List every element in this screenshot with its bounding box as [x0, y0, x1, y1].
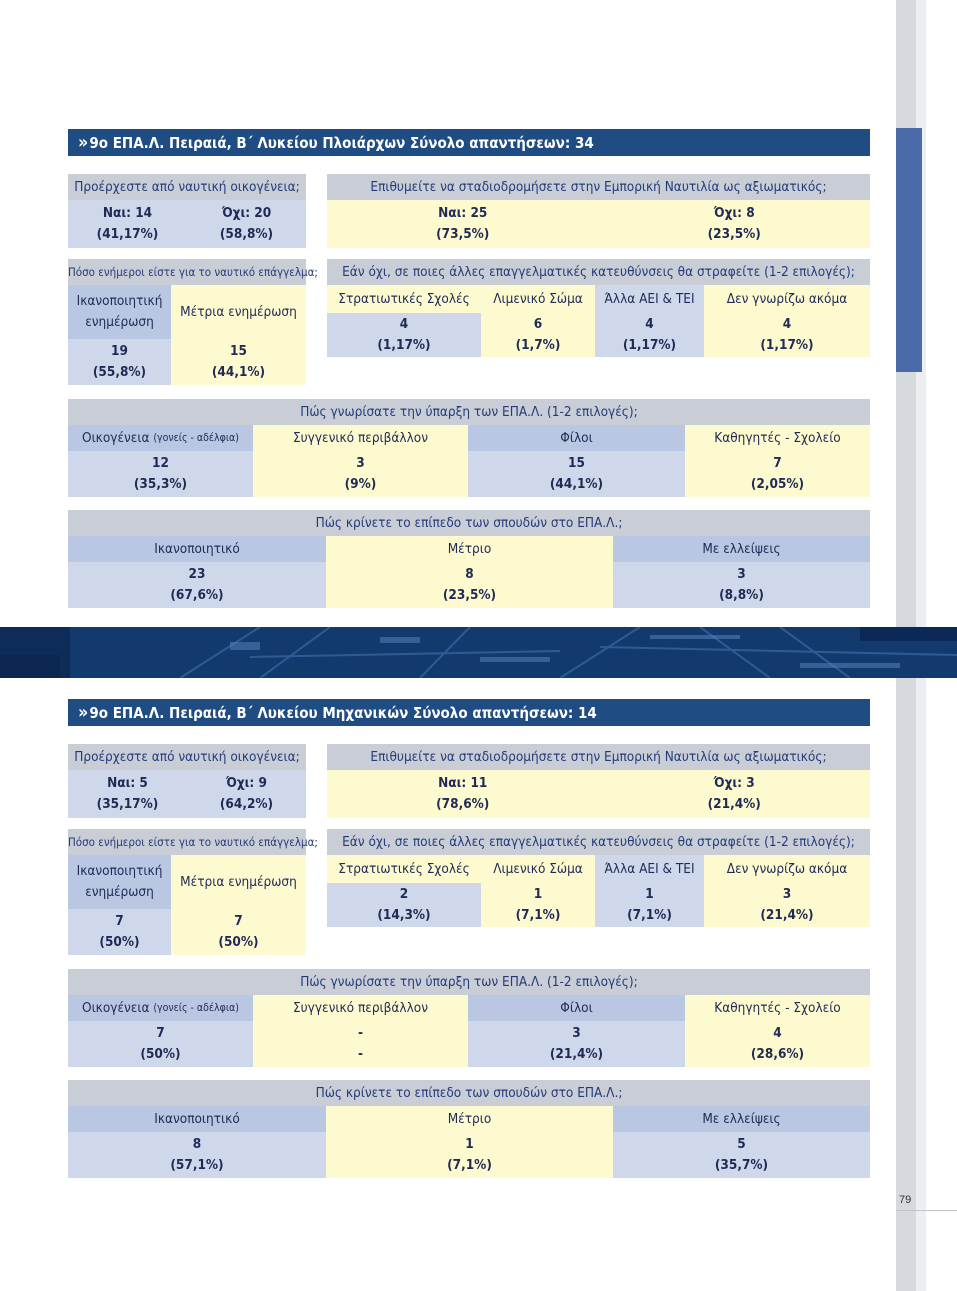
section-header — [68, 699, 870, 726]
percent: (1,17%) — [760, 337, 814, 353]
level-header-row — [68, 1106, 870, 1132]
col-header: Λιμενικό Σώμα — [481, 285, 595, 313]
value: 8 — [192, 1136, 202, 1152]
double-chevron-icon: ›› — [78, 702, 86, 723]
page-number: 79 — [899, 1194, 912, 1206]
page-number-rule — [896, 1210, 957, 1211]
answer-no-pct: (58,8%) — [219, 226, 274, 242]
percent: (8,8%) — [719, 587, 764, 603]
answer-no: Όχι: 20 — [221, 205, 272, 221]
source-value-row — [68, 1021, 870, 1067]
value: - — [357, 1025, 364, 1041]
value: 7 — [115, 913, 124, 929]
value: 1 — [645, 886, 654, 902]
decorative-banner — [0, 627, 957, 678]
percent: (50%) — [218, 934, 259, 950]
other-header-row — [327, 285, 870, 313]
question-title: Εάν όχι, σε ποιες άλλες επαγγελματικές κατευθύνσεις θα στραφείτε (1-2 επιλογές); — [327, 259, 870, 285]
percent: (9%) — [344, 476, 377, 492]
family-question — [68, 174, 306, 248]
question-title: Πώς γνωρίσατε την ύπαρξη των ΕΠΑ.Λ. (1-2 επιλογές); — [68, 969, 870, 995]
col-header: Καθηγητές - Σχολείο — [685, 995, 870, 1021]
value: 15 — [568, 455, 585, 471]
col-header: Ικανοποιητικό — [68, 1106, 326, 1132]
value: 7 — [156, 1025, 165, 1041]
col-header: Με ελλείψεις — [613, 536, 870, 562]
percent: (21,4%) — [549, 1046, 604, 1062]
career-question — [327, 174, 870, 248]
other-value-row — [327, 313, 870, 357]
value: 3 — [737, 566, 746, 582]
other-value-row — [327, 883, 870, 927]
informed-header-2: Μέτρια ενημέρωση — [171, 855, 306, 909]
value: 4 — [773, 1025, 782, 1041]
percent: (50%) — [140, 1046, 181, 1062]
answer-no-pct: (21,4%) — [707, 796, 761, 812]
value: 8 — [465, 566, 474, 582]
answer-yes-pct: (78,6%) — [436, 796, 490, 812]
value: 3 — [782, 886, 792, 902]
percent: (50%) — [99, 934, 140, 950]
other-careers-question — [327, 829, 870, 927]
percent: (35,3%) — [133, 476, 188, 492]
col-header-family: Οικογένεια (γονείς - αδέλφια) — [68, 425, 253, 451]
answer-yes: Ναι: 11 — [438, 775, 488, 791]
col-header: Ικανοποιητικό — [68, 536, 326, 562]
col-header: Φίλοι — [468, 425, 685, 451]
percent: (67,6%) — [170, 587, 224, 603]
value: 3 — [572, 1025, 581, 1041]
section-title: 9ο ΕΠΑ.Λ. Πειραιά, Β΄ Λυκείου Πλοιάρχων Σύνολο απαντήσεων: 34 — [89, 133, 594, 152]
percent: (7,1%) — [447, 1157, 492, 1173]
value: 4 — [782, 316, 792, 332]
answer-no: Όχι: 3 — [713, 775, 755, 791]
col-header-family: Οικογένεια (γονείς - αδέλφια) — [68, 995, 253, 1021]
question-title: Πόσο ενήμεροι είστε για το ναυτικό επάγγελμα; — [68, 829, 306, 855]
double-chevron-icon: ›› — [78, 132, 86, 153]
col-header: Στρατιωτικές Σχολές — [327, 855, 481, 883]
value: 4 — [399, 316, 409, 332]
question-title: Επιθυμείτε να σταδιοδρομήσετε στην Εμπορική Ναυτιλία ως αξιωματικός; — [327, 744, 870, 770]
value: 4 — [645, 316, 654, 332]
level-value-row — [68, 562, 870, 608]
percent: (57,1%) — [170, 1157, 224, 1173]
value: 2 — [399, 886, 409, 902]
percent: (21,4%) — [760, 907, 814, 923]
question-title: Πώς κρίνετε το επίπεδο των σπουδών στο ΕΠΑ.Λ.; — [68, 1080, 870, 1106]
value: 19 — [111, 343, 128, 359]
answer-no-pct: (23,5%) — [707, 226, 761, 242]
question-title: Πώς γνωρίσατε την ύπαρξη των ΕΠΑ.Λ. (1-2 επιλογές); — [68, 399, 870, 425]
question-title: Εάν όχι, σε ποιες άλλες επαγγελματικές κατευθύνσεις θα στραφείτε (1-2 επιλογές); — [327, 829, 870, 855]
level-value-row — [68, 1132, 870, 1178]
col-header: Άλλα ΑΕΙ & ΤΕΙ — [595, 285, 704, 313]
answer-yes: Ναι: 5 — [107, 775, 148, 791]
col-header: Συγγενικό περιβάλλον — [253, 995, 468, 1021]
section-header — [68, 129, 870, 156]
family-question — [68, 744, 306, 818]
answer-no: Όχι: 9 — [226, 775, 267, 791]
informed-header-1: Ικανοποιητική ενημέρωση — [68, 855, 171, 909]
other-header-row — [327, 855, 870, 883]
source-header-row — [68, 425, 870, 451]
percent: (14,3%) — [377, 907, 431, 923]
col-header: Δεν γνωρίζω ακόμα — [704, 855, 870, 883]
col-header: Άλλα ΑΕΙ & ΤΕΙ — [595, 855, 704, 883]
question-title: Προέρχεστε από ναυτική οικογένεια; — [68, 744, 306, 770]
source-question — [68, 969, 870, 1067]
col-header: Λιμενικό Σώμα — [481, 855, 595, 883]
informed-header-1: Ικανοποιητική ενημέρωση — [68, 285, 171, 339]
percent: (1,17%) — [377, 337, 431, 353]
col-header: Συγγενικό περιβάλλον — [253, 425, 468, 451]
percent: (55,8%) — [92, 364, 147, 380]
level-question — [68, 1080, 870, 1178]
value: 15 — [230, 343, 247, 359]
value: 6 — [533, 316, 543, 332]
value: 23 — [188, 566, 206, 582]
answer-yes: Ναι: 14 — [102, 205, 153, 221]
answer-no: Όχι: 8 — [713, 205, 755, 221]
source-header-row — [68, 995, 870, 1021]
col-header: Φίλοι — [468, 995, 685, 1021]
margin-tab — [896, 128, 922, 372]
answer-no-pct: (64,2%) — [219, 796, 274, 812]
informed-question — [68, 259, 318, 385]
answer-yes: Ναι: 25 — [438, 205, 488, 221]
value: 1 — [465, 1136, 474, 1152]
question-title: Πώς κρίνετε το επίπεδο των σπουδών στο ΕΠΑ.Λ.; — [68, 510, 870, 536]
value: 7 — [773, 455, 782, 471]
percent: (28,6%) — [750, 1046, 805, 1062]
section-title: 9ο ΕΠΑ.Λ. Πειραιά, Β΄ Λυκείου Μηχανικών Σύνολο απαντήσεων: 14 — [89, 703, 597, 722]
percent: (44,1%) — [549, 476, 604, 492]
informed-question — [68, 829, 318, 955]
percent: (35,7%) — [714, 1157, 769, 1173]
col-header: Μέτριο — [326, 536, 613, 562]
percent: (23,5%) — [442, 587, 497, 603]
question-title: Προέρχεστε από ναυτική οικογένεια; — [68, 174, 306, 200]
answer-yes-pct: (73,5%) — [436, 226, 490, 242]
question-title: Επιθυμείτε να σταδιοδρομήσετε στην Εμπορική Ναυτιλία ως αξιωματικός; — [327, 174, 870, 200]
percent: (2,05%) — [750, 476, 805, 492]
value: 12 — [152, 455, 169, 471]
percent: (44,1%) — [211, 364, 266, 380]
other-careers-question — [327, 259, 870, 357]
answer-yes-pct: (35,17%) — [96, 796, 159, 812]
value: 7 — [234, 913, 243, 929]
col-header: Δεν γνωρίζω ακόμα — [704, 285, 870, 313]
level-question — [68, 510, 870, 608]
value: 1 — [533, 886, 543, 902]
col-header: Καθηγητές - Σχολείο — [685, 425, 870, 451]
percent: (1,17%) — [622, 337, 677, 353]
career-question — [327, 744, 870, 818]
col-header: Στρατιωτικές Σχολές — [327, 285, 481, 313]
percent: (7,1%) — [627, 907, 672, 923]
level-header-row — [68, 536, 870, 562]
percent: (1,7%) — [515, 337, 561, 353]
source-value-row — [68, 451, 870, 497]
informed-header-2: Μέτρια ενημέρωση — [171, 285, 306, 339]
col-header: Με ελλείψεις — [613, 1106, 870, 1132]
question-title: Πόσο ενήμεροι είστε για το ναυτικό επάγγελμα; — [68, 259, 306, 285]
value: 3 — [356, 455, 365, 471]
percent: - — [357, 1046, 364, 1062]
col-header: Μέτριο — [326, 1106, 613, 1132]
source-question — [68, 399, 870, 497]
percent: (7,1%) — [515, 907, 561, 923]
answer-yes-pct: (41,17%) — [96, 226, 159, 242]
value: 5 — [737, 1136, 746, 1152]
